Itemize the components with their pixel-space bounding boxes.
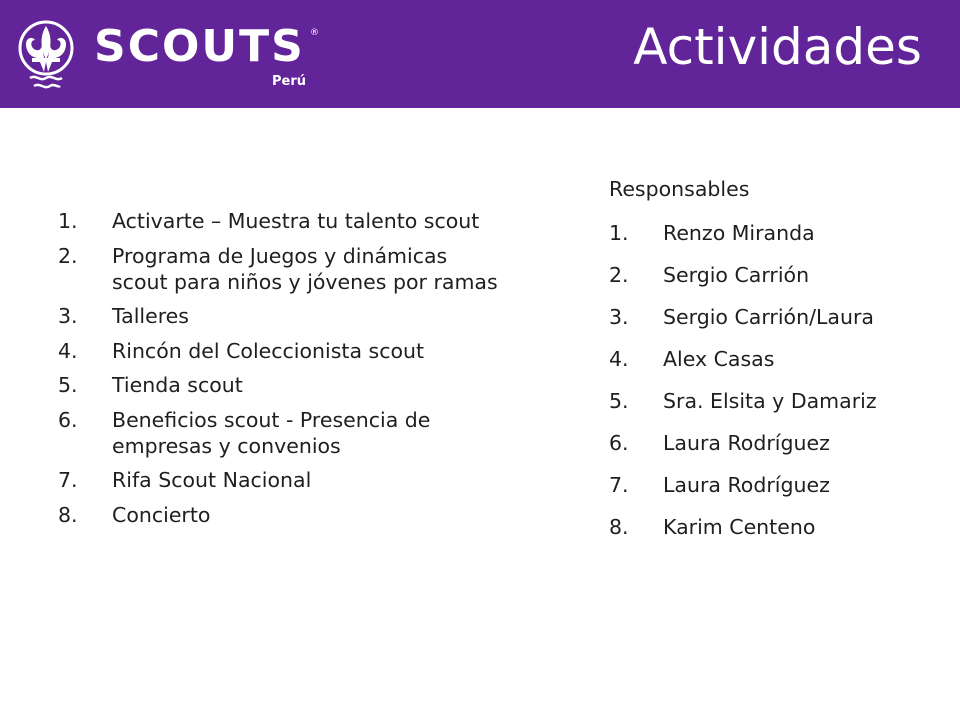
responsable-item: [609, 260, 939, 290]
responsable-item: [609, 218, 939, 248]
activity-text: Beneficios scout - Presencia de empresas y convenios: [112, 407, 431, 458]
header-bar: [0, 0, 960, 108]
responsable-name: Renzo Miranda: [663, 221, 815, 245]
activity-text: Rincón del Coleccionista scout: [112, 338, 425, 363]
fleur-de-lis-icon: [18, 18, 74, 92]
list-number: 6.: [609, 431, 629, 455]
list-number: 1.: [58, 209, 78, 233]
list-number: 7.: [58, 468, 78, 492]
list-number: 8.: [58, 502, 78, 527]
responsable-name: Sergio Carrión: [663, 263, 810, 287]
responsable-name: Laura Rodríguez: [663, 431, 830, 455]
list-number: 6.: [58, 407, 78, 432]
list-number: 8.: [609, 515, 629, 539]
responsable-item: [609, 302, 939, 332]
responsable-item: [609, 428, 939, 458]
responsable-item: [609, 512, 939, 542]
brand-country: Perú: [272, 74, 307, 89]
list-number: 2.: [609, 263, 629, 287]
list-number: 4.: [609, 347, 629, 371]
activity-item: [58, 243, 558, 295]
activity-item: [58, 372, 558, 398]
scouts-peru-logo: [18, 18, 328, 96]
responsable-item: [609, 386, 939, 416]
list-number: 1.: [609, 221, 629, 245]
activity-item: [58, 303, 558, 329]
list-number: 3.: [58, 304, 78, 328]
responsables-heading: Responsables: [609, 177, 750, 201]
responsable-name: Sergio Carrión/Laura: [663, 305, 874, 329]
activities-list: [58, 208, 558, 536]
registered-mark: ®: [310, 28, 319, 38]
activity-text: Activarte – Muestra tu talento scout: [112, 209, 480, 233]
activity-item: [58, 467, 558, 493]
list-number: 5.: [58, 373, 78, 397]
responsable-name: Alex Casas: [663, 347, 775, 371]
list-number: 5.: [609, 389, 629, 413]
activity-text: Talleres: [112, 304, 189, 328]
activity-item: [58, 338, 558, 364]
list-number: 7.: [609, 473, 629, 497]
responsable-name: Sra. Elsita y Damariz: [663, 389, 877, 413]
responsable-item: [609, 470, 939, 500]
list-number: 2.: [58, 243, 78, 268]
responsable-item: [609, 344, 939, 374]
list-number: 3.: [609, 305, 629, 329]
brand-wordmark: SCOUTS: [94, 21, 305, 72]
page-title: Actividades: [633, 18, 922, 76]
activity-text: Programa de Juegos y dinámicas scout para niños y jóvenes por ramas: [112, 243, 498, 294]
activity-item: [58, 502, 558, 528]
activity-item: [58, 208, 558, 234]
responsable-name: Laura Rodríguez: [663, 473, 830, 497]
activity-text: Tienda scout: [112, 373, 243, 397]
responsables-list: [609, 218, 939, 554]
activity-text: Concierto: [112, 502, 211, 527]
activity-text: Rifa Scout Nacional: [112, 468, 312, 492]
activity-item: [58, 407, 558, 459]
responsable-name: Karim Centeno: [663, 515, 816, 539]
list-number: 4.: [58, 338, 78, 363]
